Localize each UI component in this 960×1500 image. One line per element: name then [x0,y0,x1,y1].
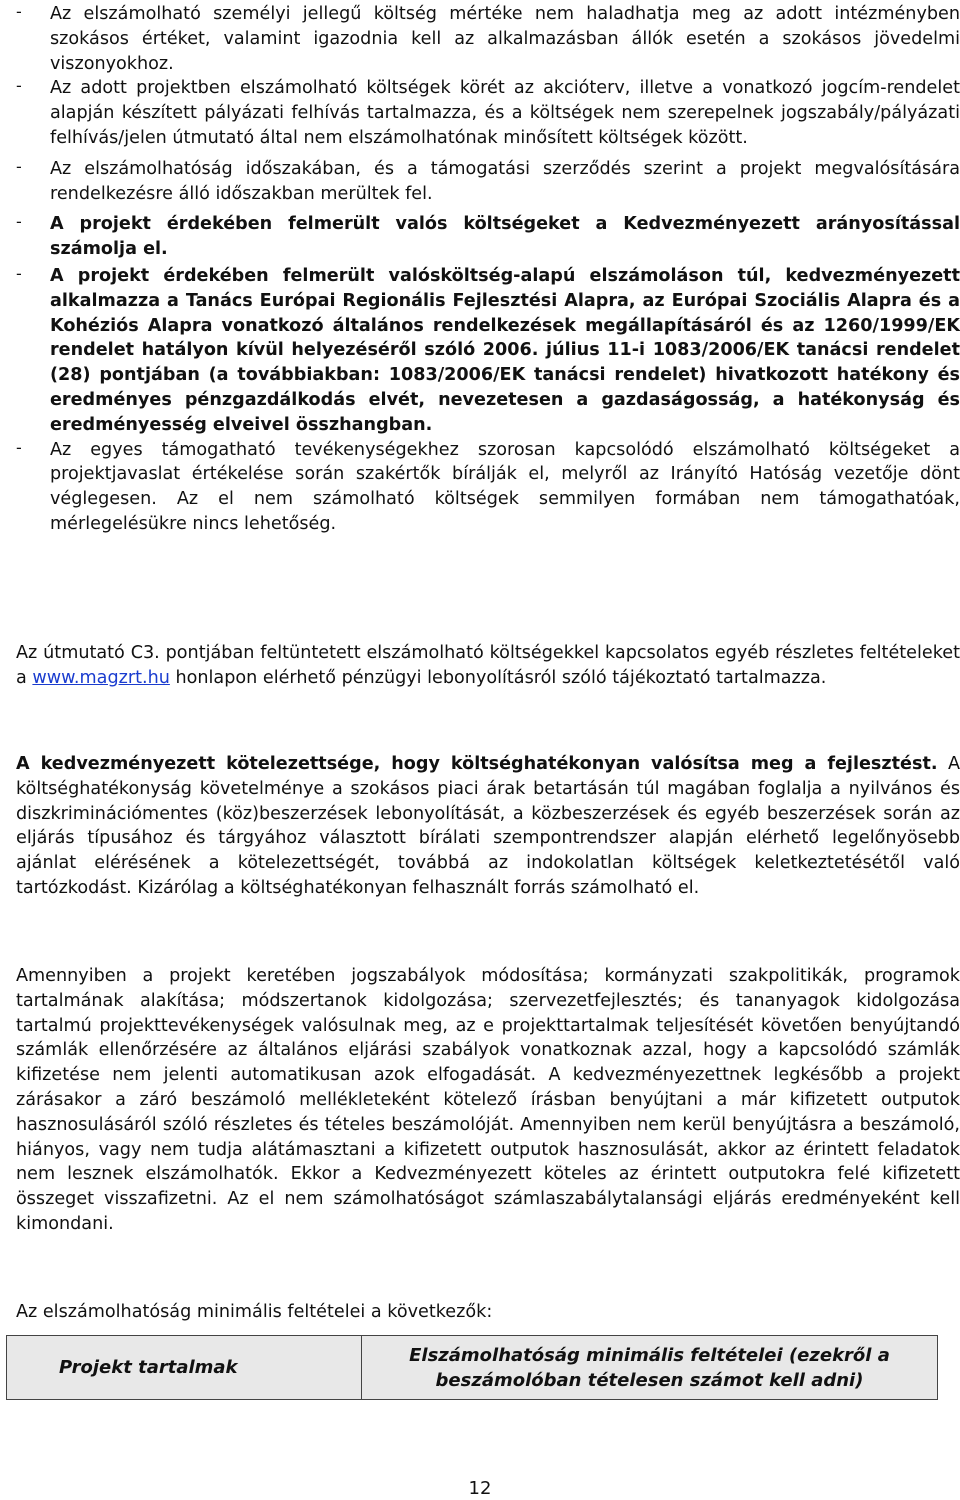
paragraph-obligation [16,752,960,901]
paragraph-guide [16,641,960,691]
obligation-text: A költséghatékonyság követelménye a szokásos piaci árak betartásán túl magában foglalja a nyilvános és diszkriminációmentes (köz)beszerzések lebonyolítását, a közbeszerzések és egyéb beszerzések során az eljárás típusához és tárgyához választott bírálati szempontrendszer alapján elérhető legelőnyösebb ajánlat elérésének a kötelezettségét, továbbá az indokolatlan költségek keletkeztetésétől való tartózkodást. Kizárólag a költséghatékonyan felhasznált forrás számolható el. [16,754,960,898]
list-item-text: Az adott projektben elszámolható költségek körét az akcióterv, illetve a vonatkozó jogcím-rendelet alapján készített pályázati felhívás tartalmazza, és a költségek nem szerepelnek jogszabály/pályázati felhívás/jelen útmutató által nem elszámolhatónak minősített költségek között. [50,78,960,148]
table-header-row [7,1336,938,1400]
page-number: 12 [468,1478,492,1499]
table-header-project: Projekt tartalmak [7,1336,362,1400]
list-dash: - [16,2,22,21]
magzrt-link[interactable]: www.magzrt.hu [32,667,170,688]
list-item [16,264,960,438]
list-item-text: Az egyes támogatható tevékenységekhez szorosan kapcsolódó elszámolható költségeket a projektjavaslat értékelése során szakértők bírálják el, melyről az Irányító Hatóság vezetője dönt véglegesen. Az el nem számolható költségek semmilyen formában nem támogathatóak, mérlegelésükre nincs lehetőség. [50,439,960,534]
guide-text-after: honlapon elérhető pénzügyi lebonyolításról szóló tájékoztató tartalmazza. [169,667,827,688]
table-header-conditions: Elszámolhatóság minimális feltételei (ezekről a beszámolóban tételesen számot kell adni) [362,1336,938,1400]
list-dash: - [16,76,22,96]
obligation-lead: A kedvezményezett kötelezettsége, hogy költséghatékonyan valósítsa meg a fejlesztést. [16,754,938,774]
list-item [16,157,960,207]
eligibility-table [6,1335,938,1400]
list-item [16,2,960,76]
paragraph-amennyiben: Amennyiben a projekt keretében jogszabályok módosítása; kormányzati szakpolitikák, programok tartalmának alakítása; módszertanok kidolgozása; szervezetfejlesztés; és tananyagok kidolgozása tartalmú projekttevékenységek valósulnak meg, az e projekttartalmak teljesítését követően benyújtandó számlák ellenőrzésére az általános eljárási szabályok vonatkoznak azzal, hogy a kapcsolódó számlák kifizetése nem jelenti automatikusan azok elfogadását. A kedvezményezettnek legkésőbb a projekt zárásakor a záró beszámoló mellékleteként kötelező írásban benyújtani a már kifizetett outputok hasznosulásáról szóló részletes és tételes beszámolóját. Amennyiben nem kerül benyújtásra a beszámoló, hiányos, vagy nem tudja alátámasztani a kifizetett outputok hasznosulását, akkor az érintett feladatok nem lesznek elszámolhatók. Ekkor a Kedvezményezett köteles az érintett outputokra felé kifizetett összeget visszafizetni. Az el nem számolhatóságot számlaszabálytalansági eljárás eredményeként kell kimondani. [16,966,960,1234]
list-dash: - [16,263,22,283]
list-item [16,438,960,537]
list-dash: - [16,437,22,457]
guide-text-before: Az útmutató C3. pontjában feltüntetett elszámolható költségekkel kapcsolatos egyéb részletes feltételeket a [16,643,960,688]
list-item-text: A projekt érdekében felmerült valósköltség-alapú elszámoláson túl, kedvezményezett alkalmazza a Tanács Európai Regionális Fejlesztési Alapra, az Európai Szociális Alapra és a Kohéziós Alapra vonatkozó általános rendelkezések megállapításáról és az 1260/1999/EK rendelet hatályon kívül helyezéséről szóló 2006. július 11-i 1083/2006/EK tanácsi rendelet (28) pontjában (a továbbiakban: 1083/2006/EK tanácsi rendelet) hivatkozott hatékony és eredményes pénzgazdálkodás elvét, nevezetesen a gazdaságosság, a hatékonyság és eredményesség elveivel összhangban. [50,265,960,435]
list-item-text: A projekt érdekében felmerült valós költségeket a Kedvezményezett arányosítással számolja el. [50,214,960,260]
list-item-text: Az elszámolható személyi jellegű költség mértéke nem haladhatja meg az adott intézményben szokásos értéket, valamint igazodnia kell az alkalmazásban állók esetén a szokásos jövedelmi viszonyokhoz. [50,4,960,74]
list-item-text: Az elszámolhatóság időszakában, és a támogatási szerződés szerint a projekt megvalósítására rendelkezésre álló időszakban merültek fel. [50,158,960,204]
bullet-list-top [16,2,960,537]
list-dash: - [16,156,22,176]
list-item [16,212,960,262]
list-dash: - [16,212,22,232]
paragraph-min-intro: Az elszámolhatóság minimális feltételei a következők: [16,1302,493,1322]
list-item [16,76,960,150]
